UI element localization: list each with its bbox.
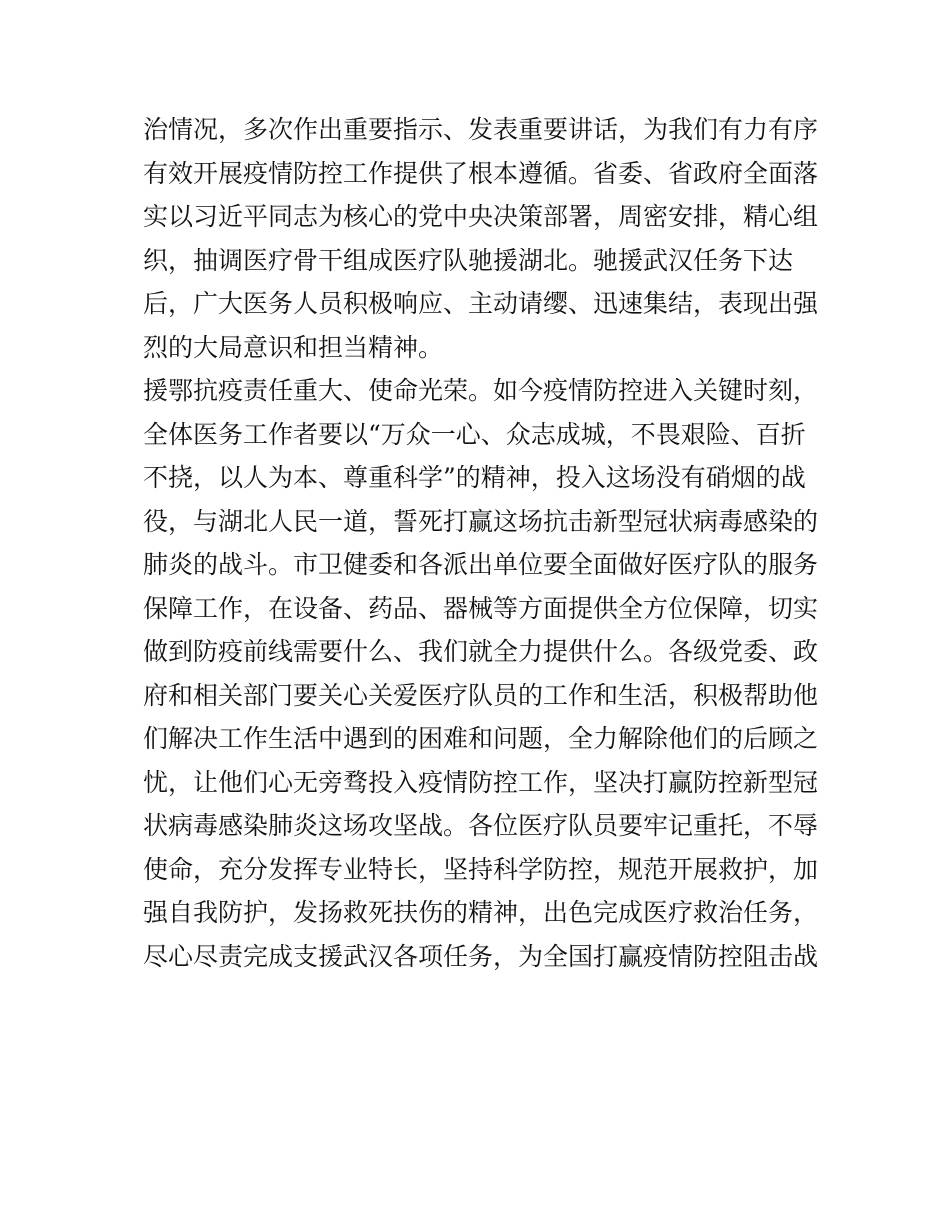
text-line: 实以习近平同志为核心的党中央决策部署，周密安排，精心组 [143,202,819,231]
text-line: 不挠，以人为本、尊重科学”的精神，投入这场没有硝烟的战 [143,463,806,492]
text-line: 肺炎的战斗。市卫健委和各派出单位要全面做好医疗队的服务 [143,550,819,579]
text-line: 强自我防护，发扬救死扶伤的精神，出色完成医疗救治任务， [143,898,819,927]
text-line: 烈的大局意识和担当精神。 [143,332,444,362]
text-line: 全体医务工作者要以“万众一心、众志成城，不畏艰险、百折 [143,419,806,449]
text-line: 织，抽调医疗骨干组成医疗队驰援湖北。驰援武汉任务下达 [143,245,794,275]
text-line: 忧，让他们心无旁骛投入疫情防控工作，坚决打赢防控新型冠 [143,767,819,797]
text-line: 后，广大医务人员积极响应、主动请缨、迅速集结，表现出强 [143,289,819,318]
text-line: 保障工作，在设备、药品、器械等方面提供全方位保障，切实 [143,593,819,623]
text-line: 们解决工作生活中遇到的困难和问题，全力解除他们的后顾之 [143,724,819,753]
text-line: 尽心尽责完成支援武汉各项任务，为全国打赢疫情防控阻击战 [143,941,819,971]
text-line: 治情况，多次作出重要指示、发表重要讲话，为我们有力有序 [143,115,819,144]
text-line: 役，与湖北人民一道，誓死打赢这场抗击新型冠状病毒感染的 [143,506,819,536]
text-line: 有效开展疫情防控工作提供了根本遵循。省委、省政府全面落 [143,158,819,188]
text-line: 做到防疫前线需要什么、我们就全力提供什么。各级党委、政 [143,637,819,666]
document-body [143,108,823,978]
text-line: 援鄂抗疫责任重大、使命光荣。如今疫情防控进入关键时刻， [143,376,819,405]
text-line: 使命，充分发挥专业特长，坚持科学防控，规范开展救护，加 [143,854,819,884]
text-line: 府和相关部门要关心关爱医疗队员的工作和生活，积极帮助他 [143,680,819,710]
text-line: 状病毒感染肺炎这场攻坚战。各位医疗队员要牢记重托，不辱 [143,811,819,840]
